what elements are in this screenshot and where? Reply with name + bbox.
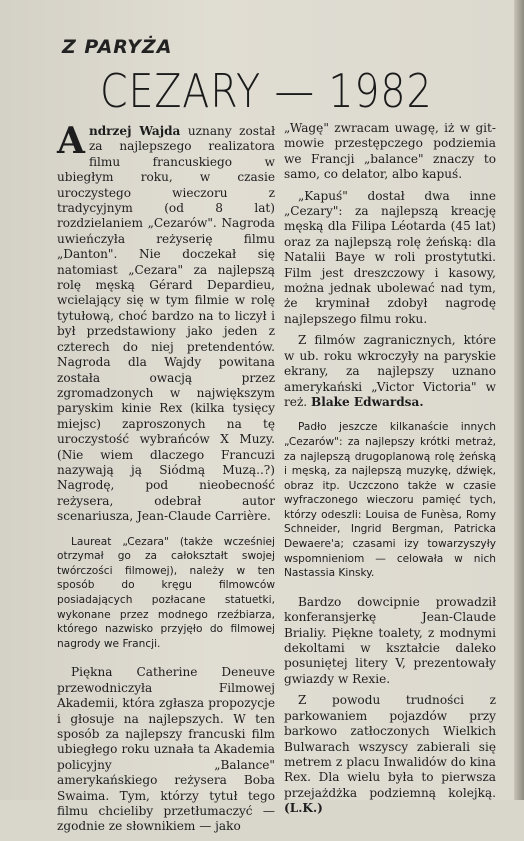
paragraph-text: uznany został za najlepszego realizatora filmu francuskiego w ubiegłym roku, w czasie uroczystego wieczoru z tradycyjnym (od 8 lat) rozdzielaniem „Cezarów". Nagroda uwieńczyła reżyserię filmu „Danton". Nie doczekał się natomiast „Cezara" za najlepszą rolę męską Gérard Depardieu, wcielający się w tym filmie w rolę tytułową, choć bardzo na to liczył i był przedstawiony jako jeden z czterech do niej pretendentów. Nagroda dla Wajdy powitana została owacją przez zgromadzonych w największym paryskim kinie Rex (kilka tysięcy miejsc) zaproszonych na tę uroczystość wybrańców X Muzy. (Nie wiem dlaczego Francuzi nazywają ją Siódmą Muzą..?) Nagrodę, pod nieobecność reżysera, odebrał autor scenariusza, Jean-Claude Carrière. xyxy=(57,124,275,524)
paragraph xyxy=(57,120,275,525)
section-label: Z PARYŻA xyxy=(62,36,173,58)
author-name: ndrzej Wajda xyxy=(88,124,181,138)
paragraph-small: Padło jeszcze kilkanaście innych „Cezarów": za najlepszy krótki metraż, za najlepszą drugoplanową rolę żeńską i męską, za najlepszą muzykę, dźwięk, obraz itp. Uczczono także w czasie wyfraczonego wieczoru pamięć tych, którzy odeszli: Louisa de Funèsa, Romy Schneider, Ingrid Bergman, Patricka Dewaere'a; czasami izy towarzyszyły wspomnieniom — celowała w nich Nastassia Kinsky. xyxy=(284,421,496,580)
paragraph-text: Z powodu trudności z parkowaniem pojazdów przy barkowo zatłoczonych Wielkich Bulwarach wszyscy zabierali się metrem z placu Inwalidów do kina Rex. Dla wielu była to pierwsza przejażdżka podziemną kolejką. xyxy=(284,693,496,800)
article-column-left xyxy=(57,120,275,841)
paragraph xyxy=(284,693,496,816)
headline: CEZARY — 1982 xyxy=(100,64,433,118)
article-column-right xyxy=(284,121,496,823)
paragraph: Bardzo dowcipnie prowadził konferansjerkę Jean-Claude Brialiy. Piękne toalety, z modnymi dekoltami w kształcie daleko posuniętej litery V, prezentowały gwiazdy w Rexie. xyxy=(284,594,496,686)
paragraph: Piękna Catherine Deneuve przewodniczyła Filmowej Akademii, która zgłasza propozycje i głosuje na najlepszych. W ten sposób za najlepszy francuski film ubiegłego roku uznała ta Akademia policyjny „Balance" amerykańskiego reżysera Boba Swaima. Tym, którzy tytuł tego filmu chcieliby przetłumaczyć — zgodnie ze słownikiem — jako xyxy=(57,665,275,834)
paragraph: „Kapuś" dostał dwa inne „Cezary": za najlepszą kreację męską dla Filipa Léotarda (45 lat) oraz za najlepszą rolę żeńską: dla Natalii Baye w roli prostytutki. Film jest dreszczowy i kasowy, można jednak ubolewać nad tym, że kryminał zdobył nagrodę najlepszego filmu roku. xyxy=(284,188,496,326)
director-name: Blake Edwardsa. xyxy=(311,394,424,409)
signature: (L.K.) xyxy=(284,801,323,816)
paragraph xyxy=(284,333,496,410)
paragraph-text: Z filmów zagranicznych, które w ub. roku wkroczyły na paryskie ekrany, za najlepszy uznano amerykański „Victor Victoria" w reż. xyxy=(284,333,496,409)
paper-edge xyxy=(514,0,524,800)
paragraph-small: Laureat „Cezara" (także wcześniej otrzymał go za całokształt swojej twórczości filmowej), należy w ten sposób do kręgu filmowców posiadających pozłacane statuetki, wykonane przez modnego rzeźbiarza, którego nazwisko przyjęło do filmowej nagrody we Francji. xyxy=(57,535,275,650)
drop-cap: A xyxy=(57,120,85,162)
paragraph: „Wagę" zwracam uwagę, iż w git-mowie przestępczego podziemia we Francji „balance" znaczy to samo, co delator, albo kapuś. xyxy=(284,121,496,182)
